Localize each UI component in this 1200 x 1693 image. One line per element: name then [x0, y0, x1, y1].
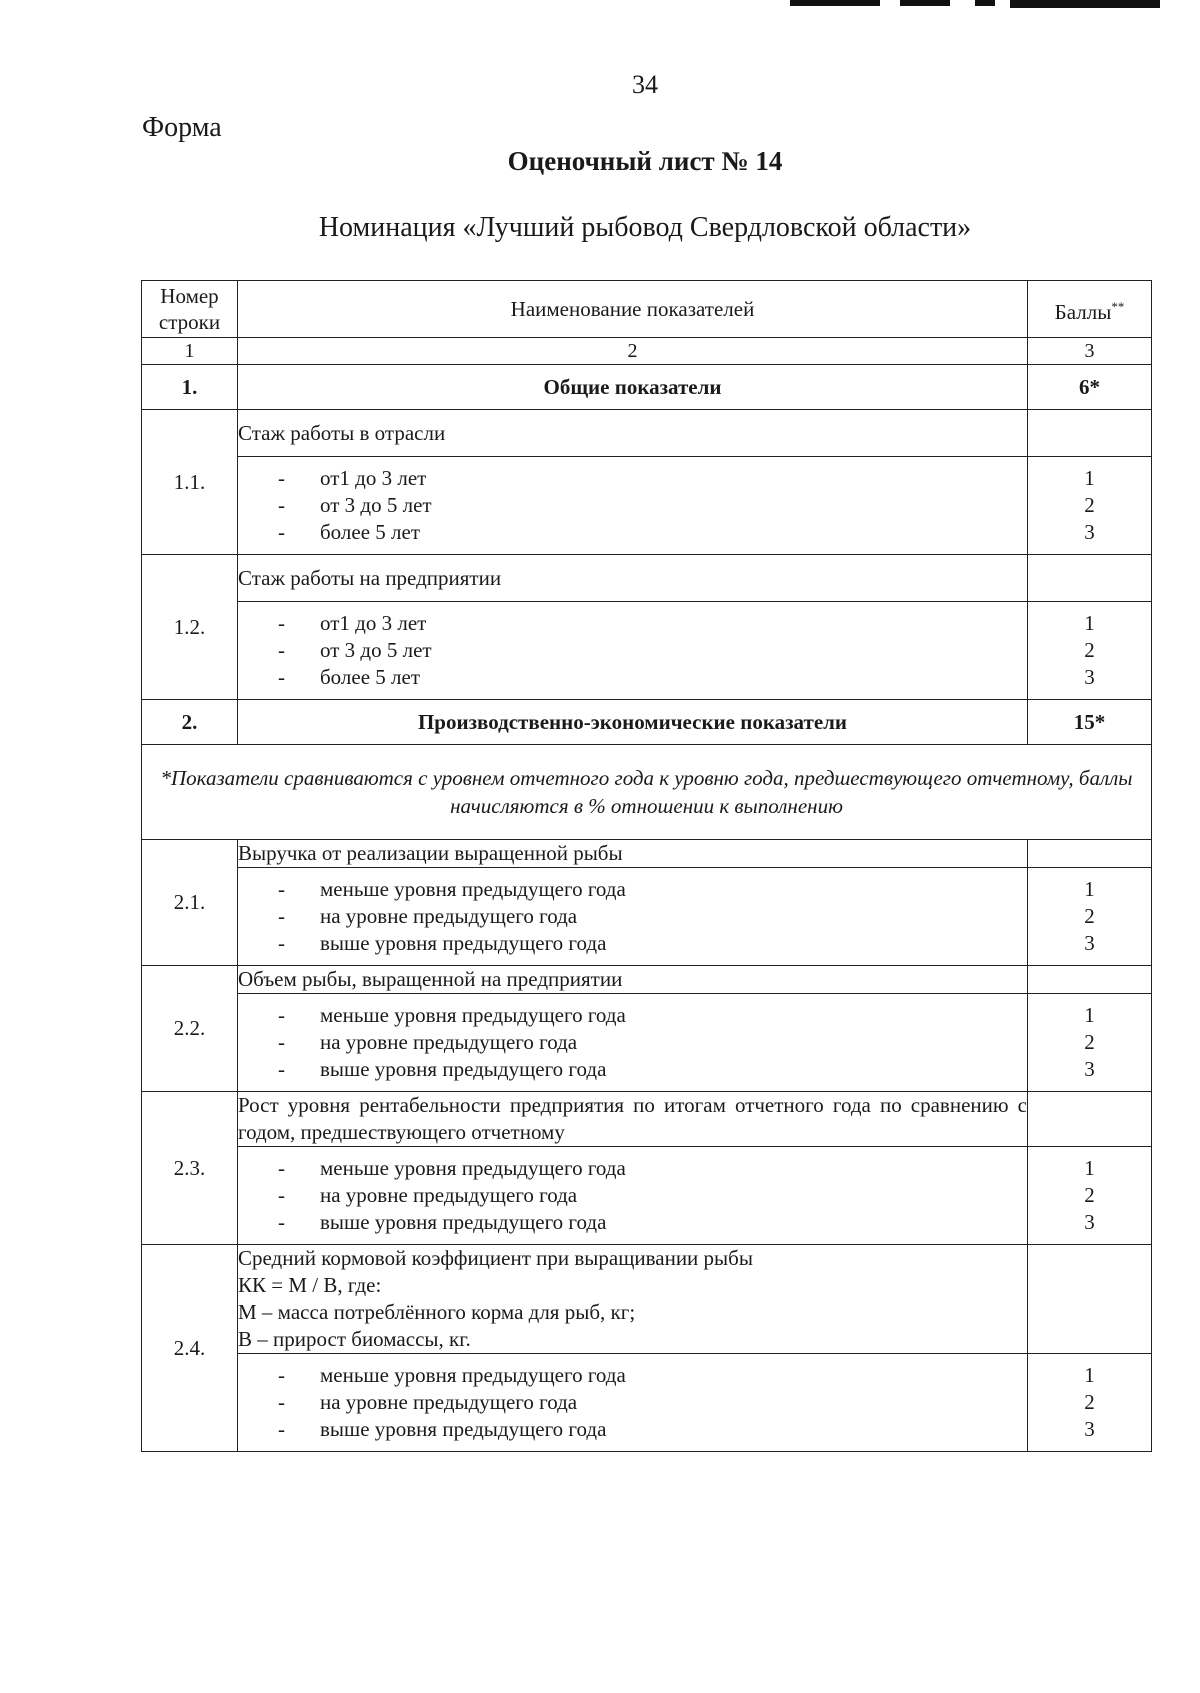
- row-number: 2.2.: [142, 966, 238, 1092]
- option-label: на уровне предыдущего года: [320, 1030, 578, 1054]
- option-item: - меньше уровня предыдущего года: [278, 1003, 626, 1027]
- option-label: выше уровня предыдущего года: [320, 1417, 607, 1441]
- options-row: [142, 1354, 1152, 1452]
- row-number: 2.1.: [142, 840, 238, 966]
- section-title: Общие показатели: [238, 365, 1028, 410]
- indicator-name: Рост уровня рентабельности предприятия по итогам отчетного года по сравнению с годом, предшествующего отчетному: [238, 1092, 1028, 1147]
- scan-artifact: [790, 0, 880, 6]
- option-label: меньше уровня предыдущего года: [320, 877, 626, 901]
- indicator-line: М – масса потреблённого корма для рыб, кг;: [238, 1300, 636, 1324]
- indicator-row: [142, 555, 1152, 602]
- row-number: 2.3.: [142, 1092, 238, 1245]
- option-scores: [1028, 868, 1152, 966]
- indicator-score-empty: [1028, 840, 1152, 868]
- option-item: - на уровне предыдущего года: [278, 1030, 578, 1054]
- option-item: - от 3 до 5 лет: [278, 638, 432, 662]
- option-label: на уровне предыдущего года: [320, 904, 578, 928]
- option-score: 1: [1084, 1003, 1095, 1027]
- section-max-score: 6*: [1028, 365, 1152, 410]
- option-score: 2: [1084, 1030, 1095, 1054]
- indicator-row: [142, 1245, 1152, 1354]
- option-scores: [1028, 1354, 1152, 1452]
- option-score: 2: [1084, 1183, 1095, 1207]
- option-label: более 5 лет: [320, 520, 421, 544]
- indicator-name: Выручка от реализации выращенной рыбы: [238, 840, 1028, 868]
- document-subtitle: Номинация «Лучший рыбовод Свердловской области»: [318, 212, 972, 243]
- document-title: Оценочный лист № 14: [507, 146, 783, 176]
- section-max-score: 15*: [1028, 700, 1152, 745]
- option-scores: [1028, 994, 1152, 1092]
- option-score: 3: [1084, 520, 1095, 544]
- indicator-row: [142, 840, 1152, 868]
- option-score: 2: [1084, 1390, 1095, 1414]
- header-score-label: Баллы: [1054, 299, 1112, 324]
- option-item: - на уровне предыдущего года: [278, 1390, 578, 1414]
- option-scores: [1028, 457, 1152, 555]
- page-number: 34: [632, 70, 658, 99]
- option-list: [238, 602, 1028, 700]
- column-number: 1: [142, 338, 238, 365]
- option-label: меньше уровня предыдущего года: [320, 1003, 626, 1027]
- options-row: [142, 994, 1152, 1092]
- column-number: 2: [238, 338, 1028, 365]
- option-item: - более 5 лет: [278, 665, 421, 689]
- option-score: 2: [1084, 638, 1095, 662]
- option-list: [238, 868, 1028, 966]
- option-item: - меньше уровня предыдущего года: [278, 1156, 626, 1180]
- row-number: 1.2.: [142, 555, 238, 700]
- option-score: 3: [1084, 665, 1095, 689]
- scan-artifact: [900, 0, 950, 6]
- form-label: Форма: [142, 112, 222, 143]
- section-title: Производственно-экономические показатели: [238, 700, 1028, 745]
- column-number: 3: [1028, 338, 1152, 365]
- indicator-row: [142, 966, 1152, 994]
- options-row: [142, 1147, 1152, 1245]
- section-row: [142, 365, 1152, 410]
- option-label: меньше уровня предыдущего года: [320, 1156, 626, 1180]
- option-score: 2: [1084, 904, 1095, 928]
- section-note-row: [142, 745, 1152, 840]
- option-label: от1 до 3 лет: [320, 611, 427, 635]
- option-list: [238, 1354, 1028, 1452]
- option-label: на уровне предыдущего года: [320, 1183, 578, 1207]
- indicator-score-empty: [1028, 1245, 1152, 1354]
- option-scores: [1028, 1147, 1152, 1245]
- option-list: [238, 457, 1028, 555]
- option-item: - меньше уровня предыдущего года: [278, 877, 626, 901]
- option-score: 3: [1084, 1417, 1095, 1441]
- indicator-line: В – прирост биомассы, кг.: [238, 1327, 471, 1351]
- option-label: выше уровня предыдущего года: [320, 931, 607, 955]
- option-item: - более 5 лет: [278, 520, 421, 544]
- option-score: 3: [1084, 1057, 1095, 1081]
- options-row: [142, 868, 1152, 966]
- indicator-row: [142, 410, 1152, 457]
- indicator-line: Средний кормовой коэффициент при выращивании рыбы: [238, 1246, 753, 1270]
- options-row: [142, 602, 1152, 700]
- indicator-name: [238, 1245, 1028, 1354]
- option-score: 1: [1084, 877, 1095, 901]
- indicator-name: Стаж работы на предприятии: [238, 555, 1028, 602]
- option-list: [238, 1147, 1028, 1245]
- option-score: 1: [1084, 611, 1095, 635]
- indicator-score-empty: [1028, 966, 1152, 994]
- option-item: - на уровне предыдущего года: [278, 904, 578, 928]
- section-row: [142, 700, 1152, 745]
- section-note: *Показатели сравниваются с уровнем отчетного года к уровню года, предшествующего отчетному, баллы начисляются в % отношении к выполнению: [142, 745, 1152, 840]
- option-label: более 5 лет: [320, 665, 421, 689]
- row-number: 2.4.: [142, 1245, 238, 1452]
- option-label: выше уровня предыдущего года: [320, 1057, 607, 1081]
- option-label: на уровне предыдущего года: [320, 1390, 578, 1414]
- section-number: 1.: [142, 365, 238, 410]
- indicator-score-empty: [1028, 555, 1152, 602]
- options-row: [142, 457, 1152, 555]
- indicator-name: Объем рыбы, выращенной на предприятии: [238, 966, 1028, 994]
- option-score: 3: [1084, 931, 1095, 955]
- option-score: 3: [1084, 1210, 1095, 1234]
- column-number-row: [142, 338, 1152, 365]
- header-score: [1028, 281, 1152, 338]
- option-label: выше уровня предыдущего года: [320, 1210, 607, 1234]
- option-item: - выше уровня предыдущего года: [278, 931, 607, 955]
- row-number: 1.1.: [142, 410, 238, 555]
- scan-artifact: [1010, 0, 1160, 8]
- option-label: меньше уровня предыдущего года: [320, 1363, 626, 1387]
- option-item: - от1 до 3 лет: [278, 466, 427, 490]
- option-label: от1 до 3 лет: [320, 466, 427, 490]
- option-score: 1: [1084, 1363, 1095, 1387]
- option-item: - выше уровня предыдущего года: [278, 1417, 607, 1441]
- header-indicator-name: Наименование показателей: [238, 281, 1028, 338]
- option-list: [238, 994, 1028, 1092]
- scoring-table: [141, 280, 1152, 1452]
- section-number: 2.: [142, 700, 238, 745]
- option-label: от 3 до 5 лет: [320, 638, 432, 662]
- option-item: - меньше уровня предыдущего года: [278, 1363, 626, 1387]
- indicator-name: Стаж работы в отрасли: [238, 410, 1028, 457]
- option-item: - от 3 до 5 лет: [278, 493, 432, 517]
- option-score: 1: [1084, 1156, 1095, 1180]
- option-item: - выше уровня предыдущего года: [278, 1210, 607, 1234]
- option-label: от 3 до 5 лет: [320, 493, 432, 517]
- scan-artifact: [975, 0, 995, 6]
- option-item: - выше уровня предыдущего года: [278, 1057, 607, 1081]
- header-score-footnote: **: [1111, 298, 1125, 314]
- option-scores: [1028, 602, 1152, 700]
- indicator-line: КК = М / В, где:: [238, 1273, 382, 1297]
- option-score: 1: [1084, 466, 1095, 490]
- option-item: - от1 до 3 лет: [278, 611, 427, 635]
- indicator-row: [142, 1092, 1152, 1147]
- header-row-number: Номер строки: [142, 281, 238, 338]
- option-score: 2: [1084, 493, 1095, 517]
- indicator-score-empty: [1028, 1092, 1152, 1147]
- table-header-row: [142, 281, 1152, 338]
- indicator-score-empty: [1028, 410, 1152, 457]
- option-item: - на уровне предыдущего года: [278, 1183, 578, 1207]
